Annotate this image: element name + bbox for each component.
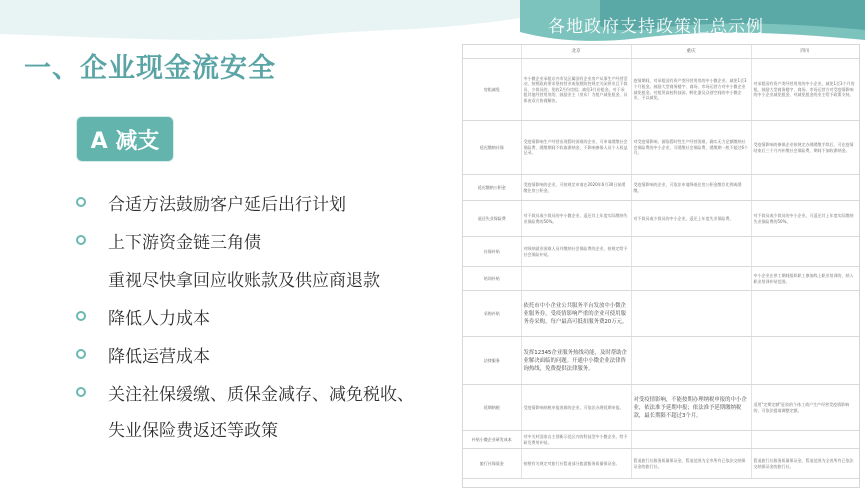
bullet-text: 合适方法鼓励客户延后出行计划 — [108, 195, 346, 215]
table-row — [463, 267, 859, 291]
table-row — [463, 449, 859, 479]
table-row — [463, 237, 859, 267]
table-row — [463, 59, 859, 121]
bullet-text: 关注社保缓缴、质保金减存、减免税收、 — [108, 385, 414, 405]
table-cell: 中小微企业承租京内市及区属国有企业房产从事生产经营活动，按照政府要求坚持营业或依照防控规定关闭停业且不裁员、少裁员的，免收2月份房租；减免3月份租金。对于承租其他经营用房的，鼓励业主（房东）为租户减免租金，具体由双方协商解决。 — [521, 59, 631, 121]
table-cell: 对受疫情影响，不能按期办理纳税申报的中小企业，依法准予延期申报；依法准予延期缴纳税款，最长期限不超过3个月。 — [631, 385, 751, 431]
bullet-text: 重视尽快拿回应收账款及供应商退款 — [108, 271, 380, 291]
table-cell: 受疫情影响纳税申报困难的企业，可依法办理延期申报。 — [521, 385, 631, 431]
table-cell: 按照有关规定对旅行社暂退部分旅游服务质量保证金。 — [521, 449, 631, 479]
table-cell — [751, 291, 859, 337]
row-category: 旅行社保质金 — [463, 449, 521, 479]
row-category: 补贴小微企业研发成本 — [463, 431, 521, 449]
table-cell: 对吸纳就业困难人员并缴纳社会保险费的企业，按规定给予社会保险补贴。 — [521, 237, 631, 267]
table-cell: 对受疫情影响，面临暂时性生产经营困难，确实无力足额缴纳社会保险费的中小企业，可缓缴社会保险费，缓缴期一般不超过6个月。 — [631, 121, 751, 175]
table-cell — [751, 175, 859, 201]
row-category: 退还失业保险费 — [463, 201, 521, 237]
table-header-row — [463, 45, 859, 59]
column-header: 四川 — [751, 45, 859, 59]
policy-summary-document — [462, 44, 860, 488]
table-cell — [631, 431, 751, 449]
table-row — [463, 385, 859, 431]
table-row — [463, 201, 859, 237]
table-cell: 受疫情影响的参保企业按规定办理缓缴手续后，可在疫情结束后三个月内补缴社会保险费，期间不加收滞纳金。 — [751, 121, 859, 175]
table-cell — [521, 267, 631, 291]
bullet-text: 降低运营成本 — [108, 347, 210, 367]
table-cell: 对不裁员或少裁员的中小企业，返还上年度失业保险费。 — [631, 201, 751, 237]
row-category: 社保补贴 — [463, 237, 521, 267]
bullet-text: 上下游资金链三角债 — [108, 233, 261, 253]
table-row — [463, 175, 859, 201]
table-cell: 受疫情影响的企业，可依法申请降低住房公积金缴存比例或缓缴。 — [631, 175, 751, 201]
table-cell: 对不裁员或少裁员的中小企业，可返还其上年度实际缴纳失业保险费的50%。 — [751, 201, 859, 237]
table-cell: 中小企业在停工期间组织职工参加线上职业培训的，纳入职业培训补贴范围。 — [751, 267, 859, 291]
table-cell: 疫情期间，对承租国有资产类经营用房的中小微企业，减免1至3个月租金。鼓励大型商务楼宇、商场、市场运营方对中小微企业减免租金。对租赁高校科技园、孵化器及众创空间的中小微企业，予以减免。 — [631, 59, 751, 121]
panel-title: 各地政府支持政策汇总示例 — [548, 17, 764, 37]
table-cell — [751, 337, 859, 385]
table-row — [463, 337, 859, 385]
ring-bullet-icon — [76, 311, 86, 321]
table-cell — [631, 291, 751, 337]
table-cell: 对承租国有资产类经营用房的中小企业，减免1至3个月房租。鼓励大型商务楼宇、商场、市场运营方对受疫情影响的中小企业减免租金，对减免租金的业主给予政策支持。 — [751, 59, 859, 121]
table-cell: 依托市中小企业公共服务平台发放中小微企业服务券，受疫情影响严重的企业可使用服务券采购，每户最高可抵扣服务费20万元。 — [521, 291, 631, 337]
column-header — [463, 45, 521, 59]
table-cell: 适用"定期定额"征收的个体工商户生产经营受疫情影响的，可依法提请调整定额。 — [751, 385, 859, 431]
ring-bullet-icon — [76, 387, 86, 397]
policy-table — [463, 45, 860, 479]
table-row — [463, 291, 859, 337]
table-cell: 暂退旅行社服务质量保证金，暂退范围为全市所有已依法交纳保证金的旅行社。 — [631, 449, 751, 479]
row-category: 采购补贴 — [463, 291, 521, 337]
ring-bullet-icon — [76, 235, 86, 245]
table-cell: 对不裁员或少裁员的中小微企业，返还其上年度实际缴纳失业保险费的50%。 — [521, 201, 631, 237]
row-category: 法律服务 — [463, 337, 521, 385]
table-cell: 受疫情影响的企业，可按规定申请在2020年6月30日前缓缴住房公积金。 — [521, 175, 631, 201]
slide-title: 一、企业现金流安全 — [24, 53, 276, 84]
column-header: 北京 — [521, 45, 631, 59]
row-category: 培训补贴 — [463, 267, 521, 291]
bullet-text: 失业保险费返还等政策 — [108, 421, 278, 441]
table-cell — [751, 431, 859, 449]
row-category: 房租减免 — [463, 59, 521, 121]
table-cell — [631, 267, 751, 291]
table-cell — [631, 337, 751, 385]
table-cell: 受疫情影响生产经营出现暂时困难的企业，可申请缓缴社会保险费，缓缴期间不收取滞纳金，不影响参保人员个人权益记录。 — [521, 121, 631, 175]
table-row — [463, 431, 859, 449]
table-cell: 暂退旅行社服务质量保证金，暂退范围为全省所有已依法交纳保证金的旅行社。 — [751, 449, 859, 479]
table-cell: 对中关村国家自主创新示范区内的科技型中小微企业，给予研发费用补贴。 — [521, 431, 631, 449]
column-header: 重庆 — [631, 45, 751, 59]
row-category: 延迟缴纳社保 — [463, 121, 521, 175]
table-cell: 发挥12345企业服务热线功能，及时帮助企业解决面临的问题。开通中小微企业法律咨询热线，免费提供法律服务。 — [521, 337, 631, 385]
row-category: 延迟缴纳公积金 — [463, 175, 521, 201]
ring-bullet-icon — [76, 197, 86, 207]
table-row — [463, 121, 859, 175]
section-badge: A 减支 — [77, 117, 173, 161]
table-cell — [631, 237, 751, 267]
bullet-text: 降低人力成本 — [108, 309, 210, 329]
row-category: 延期纳税 — [463, 385, 521, 431]
table-cell — [751, 237, 859, 267]
ring-bullet-icon — [76, 349, 86, 359]
